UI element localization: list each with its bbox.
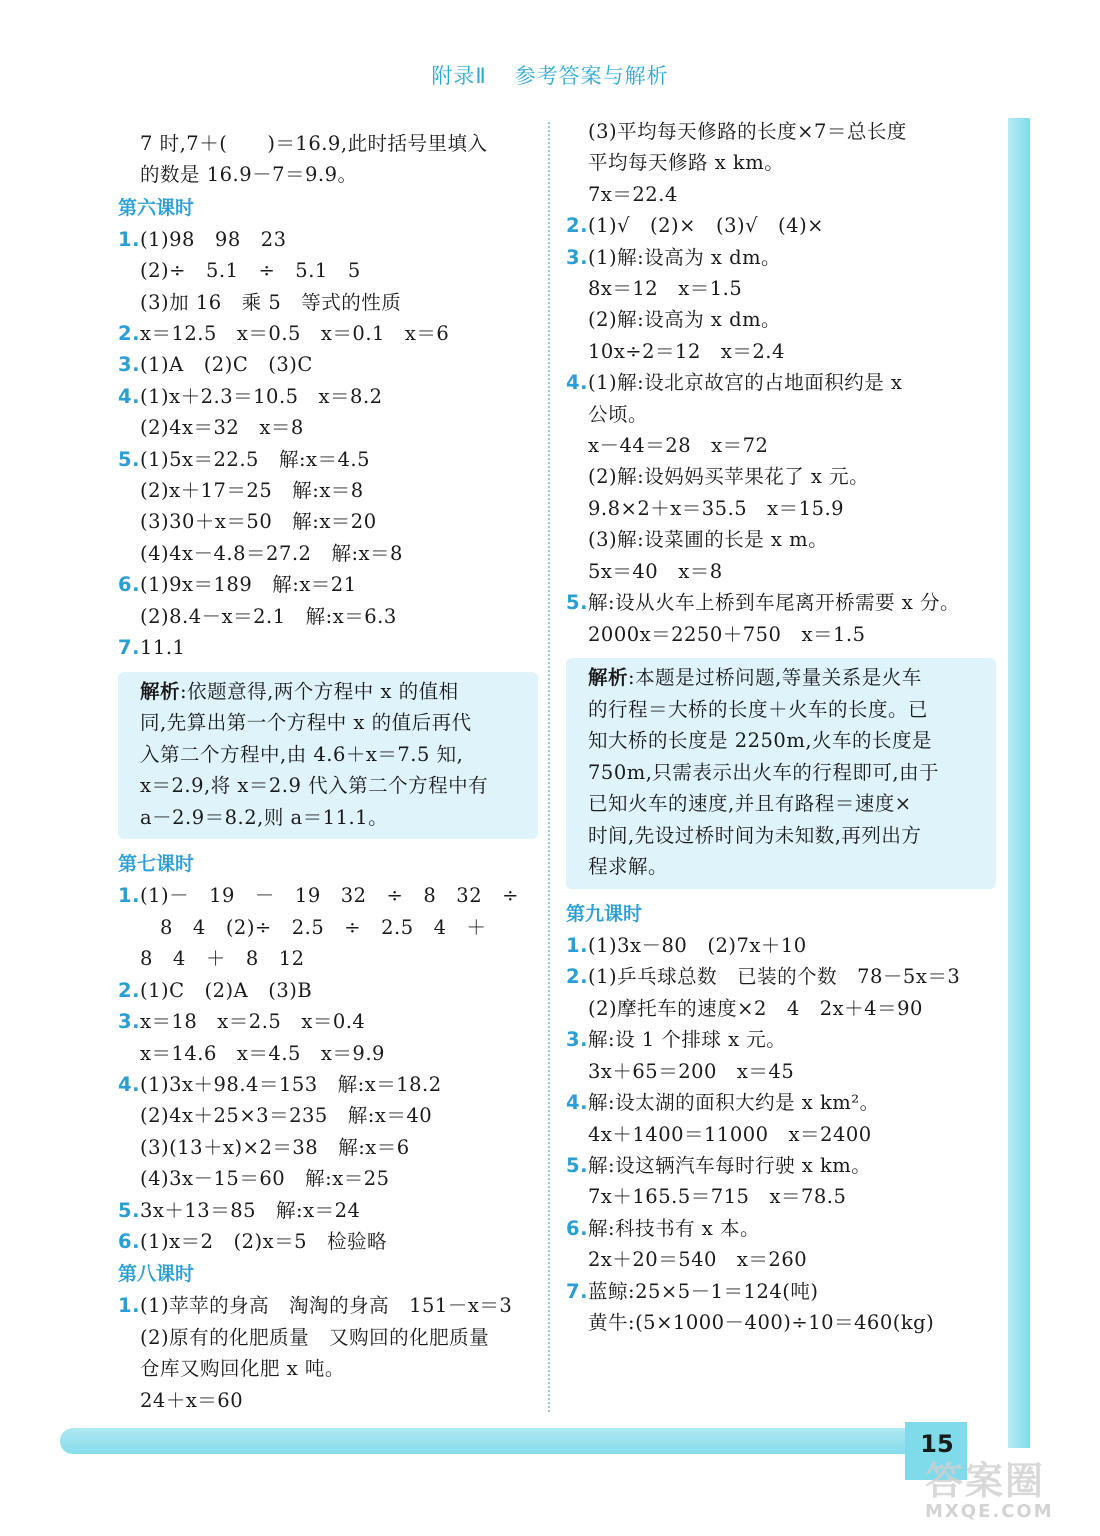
answer-text: x＝18 x＝2.5 x＝0.4: [140, 1010, 366, 1034]
answer-line: [566, 493, 996, 524]
answer-text: x－44＝28 x＝72: [588, 434, 769, 458]
answer-text: 仓库又购回化肥 x 吨。: [140, 1357, 345, 1381]
text-line: 7 时,7＋( )＝16.9,此时括号里填入: [140, 132, 488, 155]
answer-text: x＝14.6 x＝4.5 x＝9.9: [140, 1041, 385, 1065]
answer-text: (1)C (2)A (3)B: [140, 978, 313, 1002]
answer-item: [566, 242, 996, 273]
item-number: 4.: [118, 1072, 140, 1096]
text-line: 平均每天修路 x km。: [588, 151, 785, 175]
appendix-label: 附录Ⅱ: [431, 64, 487, 88]
answer-line: [118, 287, 538, 318]
answer-text: (3)(13＋x)×2＝38 解:x＝6: [140, 1135, 410, 1159]
answer-text: 8 4 (2)÷ 2.5 ÷ 2.5 4 ＋: [140, 915, 487, 939]
answer-line: [566, 430, 996, 461]
answer-line: [566, 399, 996, 430]
analysis-box: [118, 672, 538, 840]
answer-item: [118, 318, 538, 349]
answer-line: [118, 1163, 538, 1194]
answer-item: [118, 444, 538, 475]
answer-text: 解:科技书有 x 本。: [588, 1216, 760, 1240]
answer-text: 4x＋1400＝11000 x＝2400: [588, 1122, 872, 1146]
answer-line: [566, 524, 996, 555]
item-number: 4.: [566, 371, 588, 395]
analysis-line: [588, 662, 988, 694]
analysis-text: 同,先算出第一个方程中 x 的值后再代: [140, 711, 472, 735]
item-number: 1.: [118, 227, 140, 251]
answer-item: [566, 1150, 996, 1181]
answer-line: [118, 1132, 538, 1163]
answer-text: (1)乒乓球总数 已装的个数 78－5x＝3: [588, 965, 961, 989]
answer-text: (1)解:设北京故宫的占地面积约是 x: [588, 371, 903, 395]
answer-text: (2)÷ 5.1 ÷ 5.1 5: [140, 259, 361, 283]
left-column: [118, 128, 538, 1416]
analysis-label: 解析: [588, 665, 629, 689]
item-number: 7.: [118, 636, 140, 660]
analysis-text: 已知火车的速度,并且有路程＝速度×: [588, 792, 912, 816]
header-title: 参考答案与解析: [514, 64, 669, 88]
item-number: 6.: [118, 573, 140, 597]
answer-item: [118, 381, 538, 412]
item-number: 4.: [566, 1091, 588, 1115]
analysis-text: :依题意得,两个方程中 x 的值相: [180, 679, 459, 703]
answer-item: [566, 1024, 996, 1055]
analysis-text: 750m,只需表示出火车的行程即可,由于: [588, 760, 940, 784]
answer-text: (3)30＋x＝50 解:x＝20: [140, 510, 377, 534]
answer-line: [118, 1385, 538, 1416]
answer-item: [118, 975, 538, 1006]
answer-line: [566, 556, 996, 587]
analysis-text: a－2.9＝8.2,则 a＝11.1。: [140, 805, 389, 829]
answer-item: [118, 1226, 538, 1257]
item-number: 2.: [566, 965, 588, 989]
answer-line: [566, 461, 996, 492]
answer-line: [118, 1038, 538, 1069]
analysis-line: [588, 820, 988, 852]
answer-line: [118, 412, 538, 443]
item-number: 5.: [118, 447, 140, 471]
answer-text: 8x＝12 x＝1.5: [588, 277, 743, 301]
answer-text: (1)√ (2)× (3)√ (4)×: [588, 214, 825, 238]
answer-text: 3x＋13＝85 解:x＝24: [140, 1198, 361, 1222]
item-number: 1.: [118, 884, 140, 908]
answer-text: 8 4 ＋ 8 12: [140, 947, 305, 971]
answer-text: (4)3x－15＝60 解:x＝25: [140, 1167, 390, 1191]
answer-item: [118, 1290, 538, 1321]
answer-text: (3)解:设菜圃的长是 x m。: [588, 528, 829, 552]
answer-item: [566, 1087, 996, 1118]
answer-item: [118, 224, 538, 255]
answer-text: (2)x＋17＝25 解:x＝8: [140, 479, 364, 503]
answer-text: (1)解:设高为 x dm。: [588, 245, 782, 269]
answer-text: 11.1: [140, 636, 186, 660]
right-decorative-strip: [1008, 118, 1030, 1448]
text-line: 7x＝22.4: [588, 182, 678, 206]
answer-text: 3x＋65＝200 x＝45: [588, 1059, 795, 1083]
text-line: 的数是 16.9－7＝9.9。: [140, 163, 358, 187]
answer-line: [566, 1119, 996, 1150]
answer-item: [118, 1006, 538, 1037]
answer-text: 24＋x＝60: [140, 1388, 244, 1412]
answer-line: [566, 1056, 996, 1087]
answer-line: [566, 993, 996, 1024]
text-line: (3)平均每天修路的长度×7＝总长度: [588, 120, 907, 143]
answer-item: [118, 880, 538, 911]
answer-text: 蓝鲸:25×5－1＝124(吨): [588, 1279, 819, 1303]
answer-line: [118, 538, 538, 569]
item-number: 2.: [118, 978, 140, 1002]
section-heading: 第六课时: [118, 196, 195, 219]
answer-text: 7x＋165.5＝715 x＝78.5: [588, 1185, 847, 1209]
answer-text: (1)3x－80 (2)7x＋10: [588, 934, 807, 958]
answer-item: [566, 210, 996, 241]
analysis-line: [588, 788, 988, 820]
analysis-line: [140, 802, 530, 834]
answer-text: 10x÷2＝12 x＝2.4: [588, 339, 785, 363]
answer-text: 黄牛:(5×1000－400)÷10＝460(kg): [588, 1310, 935, 1334]
answer-text: (2)摩托车的速度×2 4 2x＋4＝90: [588, 996, 923, 1020]
answer-text: 2000x＝2250＋750 x＝1.5: [588, 622, 866, 646]
answer-line: [118, 1100, 538, 1131]
column-divider: [548, 122, 550, 1412]
analysis-line: [588, 757, 988, 789]
item-number: 3.: [566, 1028, 588, 1052]
answer-item: [118, 1069, 538, 1100]
answer-item: [566, 587, 996, 618]
item-number: 1.: [118, 1294, 140, 1318]
right-column: [566, 116, 996, 1338]
answer-item: [118, 569, 538, 600]
answer-text: 2x＋20＝540 x＝260: [588, 1248, 808, 1272]
watermark-logo: [925, 1450, 1095, 1530]
analysis-label: 解析: [140, 679, 181, 703]
answer-line: [118, 912, 538, 943]
item-number: 5.: [566, 591, 588, 615]
answer-line: [118, 475, 538, 506]
item-number: 1.: [566, 934, 588, 958]
answer-text: (1)A (2)C (3)C: [140, 353, 313, 377]
answer-line: [566, 1181, 996, 1212]
answer-text: (4)4x－4.8＝27.2 解:x＝8: [140, 541, 403, 565]
answer-text: (2)解:设高为 x dm。: [588, 308, 782, 332]
watermark-url: MXQE.COM: [925, 1501, 1054, 1522]
answer-text: 解:设太湖的面积大约是 x km²。: [588, 1091, 880, 1115]
item-number: 4.: [118, 384, 140, 408]
answer-text: 5x＝40 x＝8: [588, 559, 723, 583]
answer-text: (2)解:设妈妈买苹果花了 x 元。: [588, 465, 870, 489]
section-heading: 第八课时: [118, 1263, 195, 1286]
analysis-line: [140, 739, 530, 771]
answer-text: (2)4x＝32 x＝8: [140, 416, 304, 440]
answer-item: [566, 961, 996, 992]
answer-item: [118, 1195, 538, 1226]
answer-text: (2)原有的化肥质量 又购回的化肥质量: [140, 1325, 490, 1349]
analysis-line: [140, 676, 530, 708]
item-number: 5.: [118, 1198, 140, 1222]
answer-text: 9.8×2＋x＝35.5 x＝15.9: [588, 496, 845, 520]
answer-line: [118, 1322, 538, 1353]
analysis-line: [588, 851, 988, 883]
item-number: 7.: [566, 1279, 588, 1303]
answer-item: [566, 930, 996, 961]
analysis-line: [140, 707, 530, 739]
answer-line: [118, 1353, 538, 1384]
answer-text: (1)98 98 23: [140, 227, 287, 251]
answer-text: 解:设这辆汽车每时行驶 x km。: [588, 1153, 872, 1177]
item-number: 2.: [118, 322, 140, 346]
analysis-line: [588, 694, 988, 726]
answer-line: [566, 1244, 996, 1275]
analysis-text: x＝2.9,将 x＝2.9 代入第二个方程中有: [140, 774, 489, 798]
answer-text: (1)3x＋98.4＝153 解:x＝18.2: [140, 1072, 442, 1096]
answer-text: (3)加 16 乘 5 等式的性质: [140, 290, 402, 314]
answer-text: 解:设从火车上桥到车尾离开桥需要 x 分。: [588, 591, 960, 615]
analysis-line: [588, 725, 988, 757]
answer-item: [566, 1213, 996, 1244]
section-heading: 第九课时: [566, 903, 643, 926]
answer-line: [118, 943, 538, 974]
item-number: 3.: [566, 245, 588, 269]
answer-line: [118, 601, 538, 632]
answer-text: x＝12.5 x＝0.5 x＝0.1 x＝6: [140, 322, 450, 346]
section-heading: 第七课时: [118, 853, 195, 876]
analysis-line: [140, 770, 530, 802]
watermark-text: 答案圈: [925, 1459, 1046, 1503]
analysis-text: 知大桥的长度是 2250m,火车的长度是: [588, 729, 933, 753]
bottom-decorative-band: [60, 1428, 960, 1454]
answer-line: [566, 619, 996, 650]
analysis-text: 入第二个方程中,由 4.6＋x＝7.5 知,: [140, 742, 464, 766]
answer-line: [118, 255, 538, 286]
analysis-text: 时间,先设过桥时间为未知数,再列出方: [588, 823, 922, 847]
item-number: 3.: [118, 1010, 140, 1034]
page-number: 15: [920, 1430, 954, 1458]
answer-text: (1)5x＝22.5 解:x＝4.5: [140, 447, 371, 471]
answer-text: (2)8.4－x＝2.1 解:x＝6.3: [140, 604, 397, 628]
answer-line: [118, 506, 538, 537]
analysis-box: [566, 658, 996, 889]
analysis-text: 的行程＝大桥的长度＋火车的长度。已: [588, 697, 929, 721]
page-header: [0, 60, 1100, 90]
analysis-text: 程求解。: [588, 855, 669, 879]
answer-text: (1)－ 19 － 19 32 ÷ 8 32 ÷: [140, 884, 519, 908]
answer-line: [566, 304, 996, 335]
answer-text: (1)x＋2.3＝10.5 x＝8.2: [140, 384, 383, 408]
answer-item: [566, 367, 996, 398]
item-number: 5.: [566, 1153, 588, 1177]
answer-text: (2)4x＋25×3＝235 解:x＝40: [140, 1104, 433, 1128]
answer-text: 解:设 1 个排球 x 元。: [588, 1028, 787, 1052]
answer-text: 公顷。: [588, 402, 649, 426]
answer-text: (1)苹苹的身高 淘淘的身高 151－x＝3: [140, 1294, 513, 1318]
answer-line: [566, 273, 996, 304]
item-number: 2.: [566, 214, 588, 238]
analysis-text: :本题是过桥问题,等量关系是火车: [628, 665, 922, 689]
answer-item: [118, 632, 538, 663]
answer-text: (1)9x＝189 解:x＝21: [140, 573, 357, 597]
answer-text: (1)x＝2 (2)x＝5 检验略: [140, 1229, 388, 1253]
item-number: 6.: [566, 1216, 588, 1240]
answer-line: [566, 336, 996, 367]
answer-item: [118, 349, 538, 380]
answer-line: [566, 1307, 996, 1338]
item-number: 6.: [118, 1229, 140, 1253]
answer-item: [566, 1276, 996, 1307]
item-number: 3.: [118, 353, 140, 377]
